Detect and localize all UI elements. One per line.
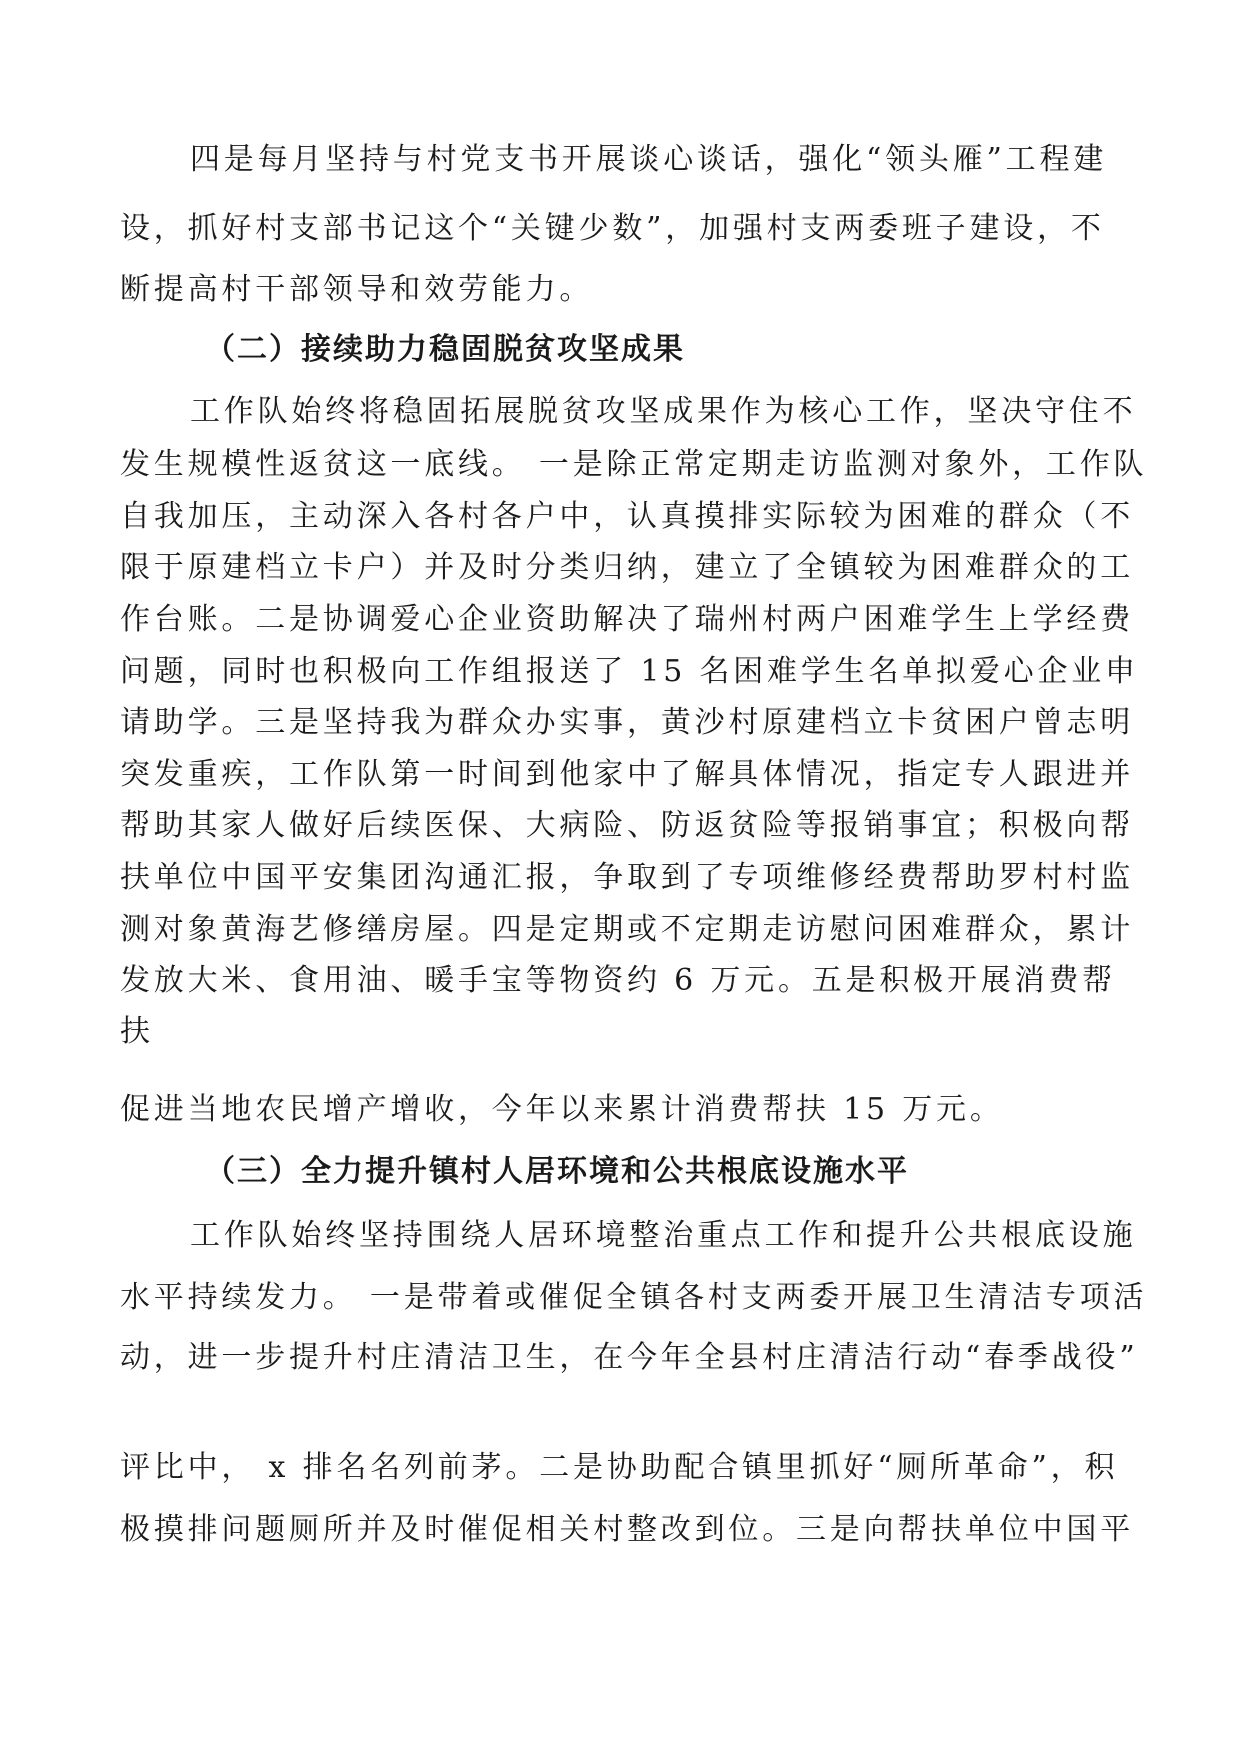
section-2-heading: （二）接续助力稳固脱贫攻坚成果 xyxy=(205,332,685,367)
section-2-line-1: 工作队始终将稳固拓展脱贫攻坚成果作为核心工作，坚决守住不 xyxy=(190,394,1137,429)
paragraph-1-line-3: 断提高村干部领导和效劳能力。 xyxy=(120,272,594,307)
section-2-line-6: 问题，同时也积极向工作组报送了 15 名困难学生名单拟爱心企业申 xyxy=(120,654,1139,689)
section-2-line-12: 发放大米、食用油、暖手宝等物资约 6 万元。五是积极开展消费帮 xyxy=(120,963,1116,998)
section-2-line-14: 促进当地农民增产增收，今年以来累计消费帮扶 15 万元。 xyxy=(120,1092,1004,1127)
section-2-line-11: 测对象黄海艺修缮房屋。四是定期或不定期走访慰问困难群众，累计 xyxy=(120,912,1134,947)
section-3-line-2: 水平持续发力。 一是带着或催促全镇各村支两委开展卫生清洁专项活 xyxy=(120,1280,1148,1315)
section-2-line-13: 扶 xyxy=(120,1014,154,1049)
paragraph-1-line-2: 设，抓好村支部书记这个“关键少数”，加强村支两委班子建设，不 xyxy=(120,211,1105,246)
section-2-line-9: 帮助其家人做好后续医保、大病险、防返贫险等报销事宜；积极向帮 xyxy=(120,808,1134,843)
section-2-line-10: 扶单位中国平安集团沟通汇报，争取到了专项维修经费帮助罗村村监 xyxy=(120,860,1134,895)
section-3-line-5: 极摸排问题厕所并及时催促相关村整改到位。三是向帮扶单位中国平 xyxy=(120,1512,1134,1547)
paragraph-1-line-1: 四是每月坚持与村党支书开展谈心谈话，强化“领头雁”工程建 xyxy=(190,142,1108,177)
section-2-line-5: 作台账。二是协调爱心企业资助解决了瑞州村两户困难学生上学经费 xyxy=(120,602,1134,637)
section-2-line-4: 限于原建档立卡户）并及时分类归纳，建立了全镇较为困难群众的工 xyxy=(120,550,1134,585)
section-2-line-7: 请助学。三是坚持我为群众办实事，黄沙村原建档立卡贫困户曾志明 xyxy=(120,705,1134,740)
section-3-line-1: 工作队始终坚持围绕人居环境整治重点工作和提升公共根底设施 xyxy=(190,1218,1137,1253)
section-3-line-4: 评比中， x 排名名列前茅。二是协助配合镇里抓好“厕所革命”，积 xyxy=(120,1450,1119,1485)
section-3-line-3: 动，进一步提升村庄清洁卫生，在今年全县村庄清洁行动“春季战役” xyxy=(120,1340,1139,1375)
section-3-heading: （三）全力提升镇村人居环境和公共根底设施水平 xyxy=(205,1154,909,1189)
section-2-line-3: 自我加压，主动深入各村各户中，认真摸排实际较为困难的群众（不 xyxy=(120,499,1134,534)
section-2-line-2: 发生规模性返贫这一底线。 一是除正常定期走访监测对象外，工作队 xyxy=(120,447,1148,482)
section-2-line-8: 突发重疾，工作队第一时间到他家中了解具体情况，指定专人跟进并 xyxy=(120,757,1134,792)
